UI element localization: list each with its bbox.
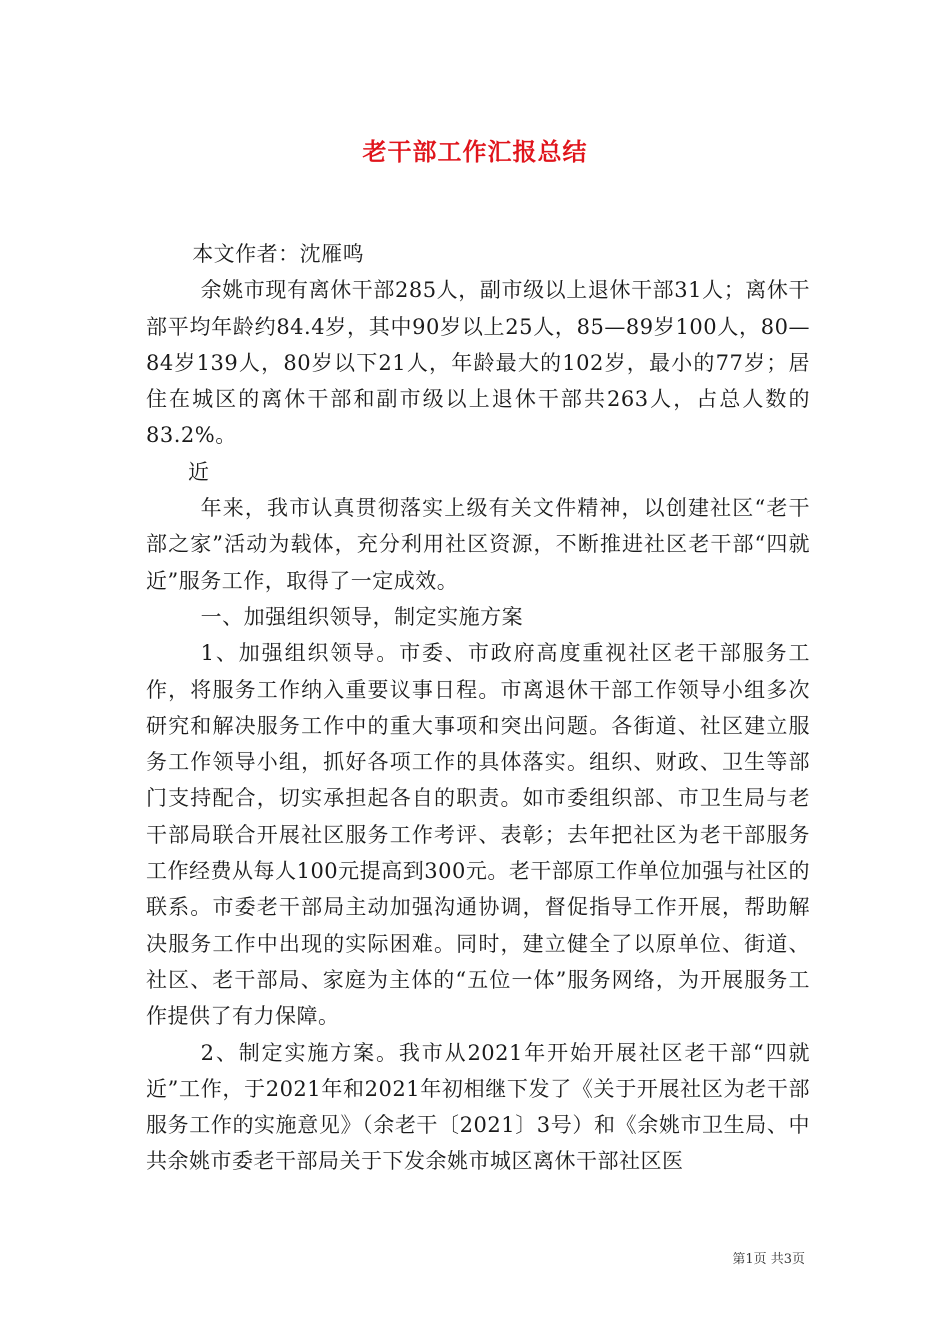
document-body [146,236,810,1180]
author-line: 本文作者：沈雁鸣 [192,242,365,266]
paragraph-intro: 年来，我市认真贯彻落实上级有关文件精神，以创建社区“老干部之家”活动为载体，充分利用社区资源，不断推进社区老干部“四就近”服务工作，取得了一定成效。 [146,496,810,593]
page-footer: 第1页 共3页 [732,1252,805,1267]
document-title: 老干部工作汇报总结 [362,137,588,166]
paragraph-fragment: 近 [188,459,210,484]
paragraph-organization: 1、加强组织领导。市委、市政府高度重视社区老干部服务工作，将服务工作纳入重要议事日程。市离退休干部工作领导小组多次研究和解决服务工作中的重大事项和突出问题。各街道、社区建立服务工作领导小组，抓好各项工作的具体落实。组织、财政、卫生等部门支持配合，切实承担起各自的职责。如市委组织部、市卫生局与老干部局联合开展社区服务工作考评、表彰；去年把社区为老干部服务工作经费从每人100元提高到300元。老干部原工作单位加强与社区的联系。市委老干部局主动加强沟通协调，督促指导工作开展，帮助解决服务工作中出现的实际困难。同时，建立健全了以原单位、街道、社区、老干部局、家庭为主体的“五位一体”服务网络，为开展服务工作提供了有力保障。 [146,641,810,1029]
paragraph-plan: 2、制定实施方案。我市从2021年开始开展社区老干部“四就近”工作，于2021年和2021年初相继下发了《关于开展社区为老干部服务工作的实施意见》（余老干〔2021〕3号）和《余姚市卫生局、中共余姚市委老干部局关于下发余姚市城区离休干部社区医 [146,1040,810,1174]
section-heading-1: 一、加强组织领导，制定实施方案 [200,604,524,629]
paragraph-statistics: 余姚市现有离休干部285人，副市级以上退休干部31人；离休干部平均年龄约84.4岁，其中90岁以上25人，85—89岁100人，80—84岁139人，80岁以下21人，年龄最大的102岁，最小的77岁；居住在城区的离休干部和副市级以上退休干部共263人，占总人数的83.2%。 [146,278,810,448]
